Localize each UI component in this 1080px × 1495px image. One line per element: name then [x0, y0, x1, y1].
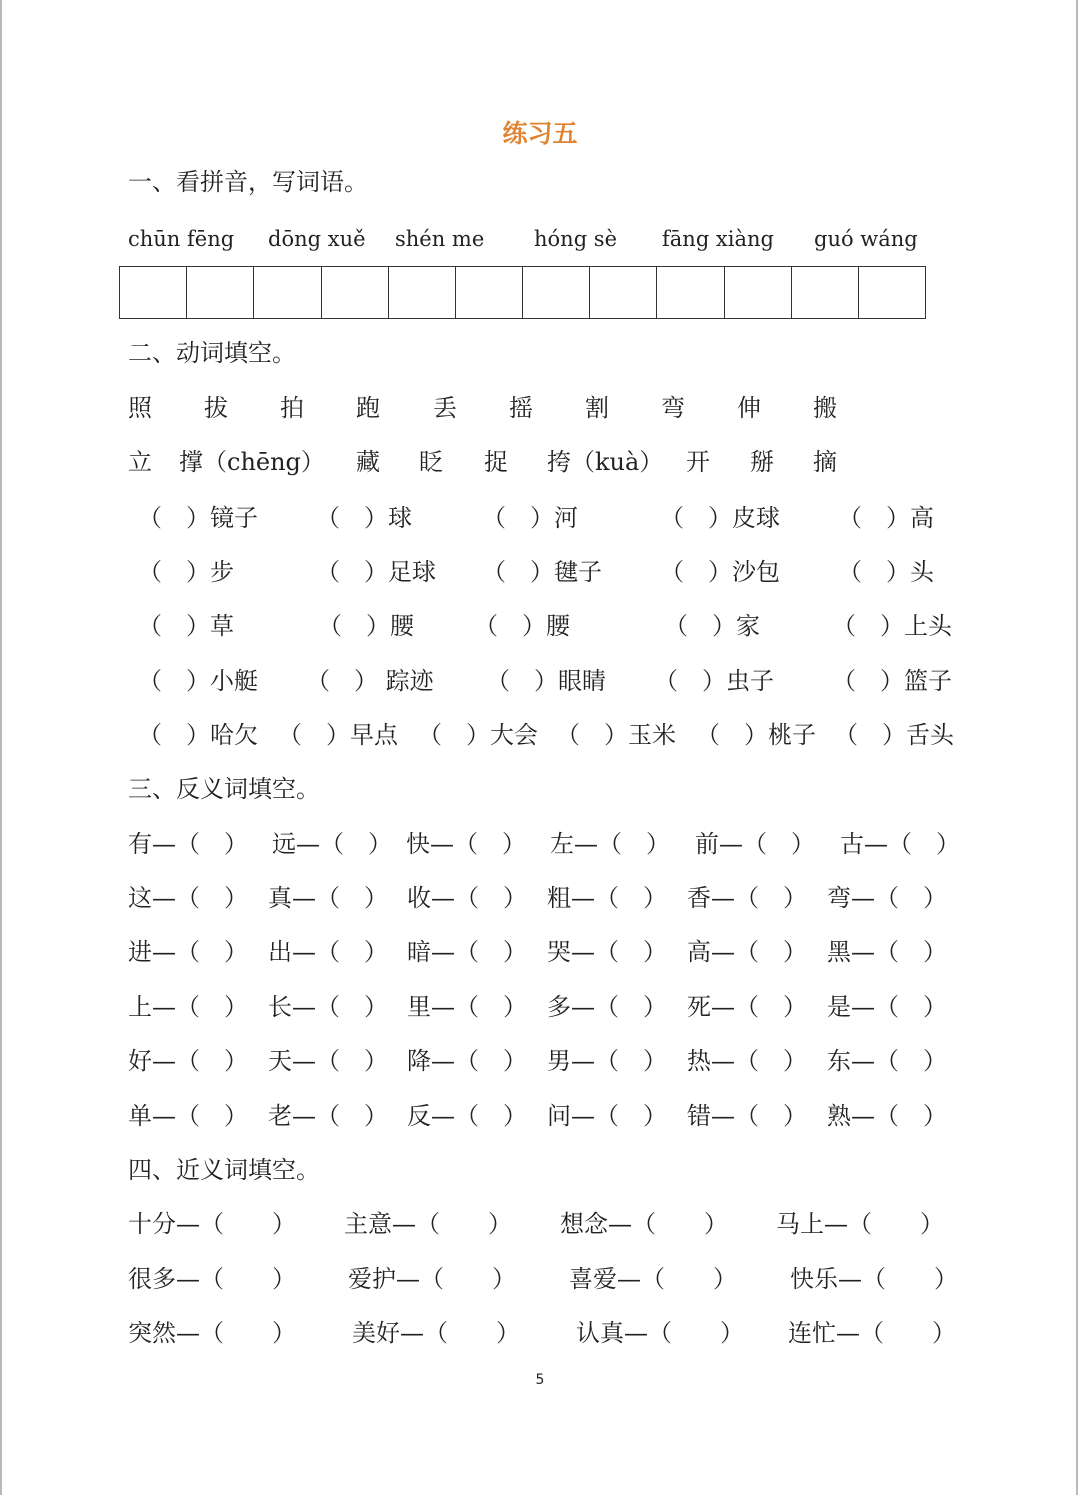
verb-blank-item[interactable]: （ ）舌头 [834, 721, 954, 749]
writing-box[interactable] [456, 266, 523, 319]
verb-blank-item[interactable]: （ ） 踪迹 [306, 667, 434, 695]
verb-blank-item[interactable]: （ ）上头 [832, 612, 952, 640]
antonym-item[interactable]: 错—（ ） [687, 1102, 807, 1130]
antonym-item[interactable]: 黑—（ ） [827, 938, 947, 966]
pinyin-item: shén me [395, 227, 485, 251]
verb-word: 割 [585, 394, 609, 422]
verb-blank-item[interactable]: （ ）大会 [418, 721, 538, 749]
section1-heading: 一、看拼音，写词语。 [128, 168, 368, 196]
verb-word: 撑（chēng） [179, 448, 325, 476]
synonym-item[interactable]: 爱护—（ ） [348, 1265, 516, 1293]
section2-heading: 二、动词填空。 [128, 339, 296, 367]
antonym-item[interactable]: 多—（ ） [547, 993, 667, 1021]
antonym-item[interactable]: 天—（ ） [268, 1047, 388, 1075]
pinyin-item: hóng sè [534, 227, 618, 251]
pinyin-item: fāng xiàng [662, 227, 774, 251]
verb-word: 开 [686, 448, 710, 476]
antonym-item[interactable]: 收—（ ） [407, 884, 527, 912]
synonym-item[interactable]: 十分—（ ） [128, 1210, 296, 1238]
antonym-item[interactable]: 粗—（ ） [547, 884, 667, 912]
antonym-item[interactable]: 出—（ ） [268, 938, 388, 966]
verb-blank-item[interactable]: （ ）步 [138, 558, 234, 586]
antonym-item[interactable]: 有—（ ） [128, 830, 248, 858]
pinyin-item: dōng xuě [268, 227, 366, 251]
verb-blank-item[interactable]: （ ）哈欠 [138, 721, 258, 749]
writing-box[interactable] [590, 266, 657, 319]
writing-box[interactable] [322, 266, 389, 319]
verb-blank-item[interactable]: （ ）玉米 [556, 721, 676, 749]
writing-box[interactable] [187, 266, 254, 319]
verb-word: 搬 [813, 394, 837, 422]
verb-word: 摘 [813, 448, 837, 476]
verb-blank-item[interactable]: （ ）虫子 [654, 667, 774, 695]
verb-blank-item[interactable]: （ ）镜子 [138, 504, 258, 532]
writing-box[interactable] [120, 266, 187, 319]
verb-word: 掰 [750, 448, 774, 476]
writing-box[interactable] [657, 266, 724, 319]
verb-blank-item[interactable]: （ ）小艇 [138, 667, 258, 695]
antonym-item[interactable]: 香—（ ） [687, 884, 807, 912]
section4-heading: 四、近义词填空。 [128, 1156, 320, 1184]
antonym-item[interactable]: 前—（ ） [695, 830, 815, 858]
verb-blank-item[interactable]: （ ）球 [316, 504, 412, 532]
antonym-item[interactable]: 是—（ ） [827, 993, 947, 1021]
verb-blank-item[interactable]: （ ）足球 [316, 558, 436, 586]
antonym-item[interactable]: 进—（ ） [128, 938, 248, 966]
antonym-item[interactable]: 暗—（ ） [407, 938, 527, 966]
antonym-item[interactable]: 熟—（ ） [827, 1102, 947, 1130]
antonym-item[interactable]: 哭—（ ） [547, 938, 667, 966]
verb-blank-item[interactable]: （ ）桃子 [696, 721, 816, 749]
verb-word: 捉 [484, 448, 508, 476]
verb-word: 伸 [737, 394, 761, 422]
verb-word: 弯 [661, 394, 685, 422]
page-number: 5 [535, 1372, 545, 1388]
verb-word: 眨 [419, 448, 443, 476]
synonym-item[interactable]: 很多—（ ） [128, 1265, 296, 1293]
writing-box[interactable] [389, 266, 456, 319]
verb-word: 跑 [356, 394, 380, 422]
verb-blank-item[interactable]: （ ）河 [482, 504, 578, 532]
pinyin-item: guó wáng [814, 227, 918, 251]
antonym-item[interactable]: 真—（ ） [268, 884, 388, 912]
writing-box[interactable] [725, 266, 792, 319]
antonym-item[interactable]: 长—（ ） [268, 993, 388, 1021]
verb-word: 丢 [433, 394, 457, 422]
synonym-item[interactable]: 快乐—（ ） [790, 1265, 958, 1293]
synonym-item[interactable]: 主意—（ ） [344, 1210, 512, 1238]
synonym-item[interactable]: 美好—（ ） [352, 1319, 520, 1347]
antonym-item[interactable]: 东—（ ） [827, 1047, 947, 1075]
verb-blank-item[interactable]: （ ）眼睛 [486, 667, 606, 695]
antonym-item[interactable]: 弯—（ ） [827, 884, 947, 912]
verb-word: 照 [128, 394, 152, 422]
section3-heading: 三、反义词填空。 [128, 775, 320, 803]
verb-word: 藏 [356, 448, 380, 476]
verb-word: 拔 [204, 394, 228, 422]
antonym-item[interactable]: 问—（ ） [547, 1102, 667, 1130]
verb-word: 摇 [509, 394, 533, 422]
verb-blank-item[interactable]: （ ）沙包 [660, 558, 780, 586]
verb-word: 拍 [280, 394, 304, 422]
verb-blank-item[interactable]: （ ）腰 [318, 612, 414, 640]
synonym-item[interactable]: 喜爱—（ ） [569, 1265, 737, 1293]
verb-word: 挎（kuà） [547, 448, 664, 476]
verb-blank-item[interactable]: （ ）腰 [474, 612, 570, 640]
antonym-item[interactable]: 古—（ ） [840, 830, 960, 858]
writing-box[interactable] [792, 266, 859, 319]
antonym-item[interactable]: 降—（ ） [407, 1047, 527, 1075]
synonym-item[interactable]: 马上—（ ） [776, 1210, 944, 1238]
antonym-item[interactable]: 这—（ ） [128, 884, 248, 912]
writing-box[interactable] [254, 266, 321, 319]
antonym-item[interactable]: 单—（ ） [128, 1102, 248, 1130]
synonym-item[interactable]: 突然—（ ） [128, 1319, 296, 1347]
antonym-item[interactable]: 反—（ ） [407, 1102, 527, 1130]
pinyin-item: chūn fēng [128, 227, 235, 251]
antonym-item[interactable]: 里—（ ） [407, 993, 527, 1021]
verb-blank-item[interactable]: （ ）早点 [278, 721, 398, 749]
page-edge-right [1076, 0, 1078, 1495]
page-edge-left [0, 0, 2, 1495]
verb-blank-item[interactable]: （ ）家 [664, 612, 760, 640]
writing-box[interactable] [523, 266, 590, 319]
synonym-item[interactable]: 连忙—（ ） [788, 1319, 956, 1347]
antonym-item[interactable]: 好—（ ） [128, 1047, 248, 1075]
verb-blank-item[interactable]: （ ）皮球 [660, 504, 780, 532]
antonym-item[interactable]: 高—（ ） [687, 938, 807, 966]
synonym-item[interactable]: 想念—（ ） [560, 1210, 728, 1238]
verb-blank-item[interactable]: （ ）毽子 [482, 558, 602, 586]
verb-blank-item[interactable]: （ ）篮子 [832, 667, 952, 695]
verb-blank-item[interactable]: （ ）草 [138, 612, 234, 640]
antonym-item[interactable]: 老—（ ） [268, 1102, 388, 1130]
synonym-item[interactable]: 认真—（ ） [576, 1319, 744, 1347]
writing-box[interactable] [859, 266, 926, 319]
verb-blank-item[interactable]: （ ）头 [838, 558, 934, 586]
antonym-item[interactable]: 热—（ ） [687, 1047, 807, 1075]
verb-blank-item[interactable]: （ ）高 [838, 504, 934, 532]
verb-word: 立 [128, 448, 152, 476]
antonym-item[interactable]: 男—（ ） [547, 1047, 667, 1075]
antonym-item[interactable]: 远—（ ） [272, 830, 392, 858]
antonym-item[interactable]: 快—（ ） [406, 830, 526, 858]
antonym-item[interactable]: 上—（ ） [128, 993, 248, 1021]
writing-grid [119, 266, 926, 319]
antonym-item[interactable]: 死—（ ） [687, 993, 807, 1021]
antonym-item[interactable]: 左—（ ） [550, 830, 670, 858]
page-title: 练习五 [502, 119, 578, 148]
